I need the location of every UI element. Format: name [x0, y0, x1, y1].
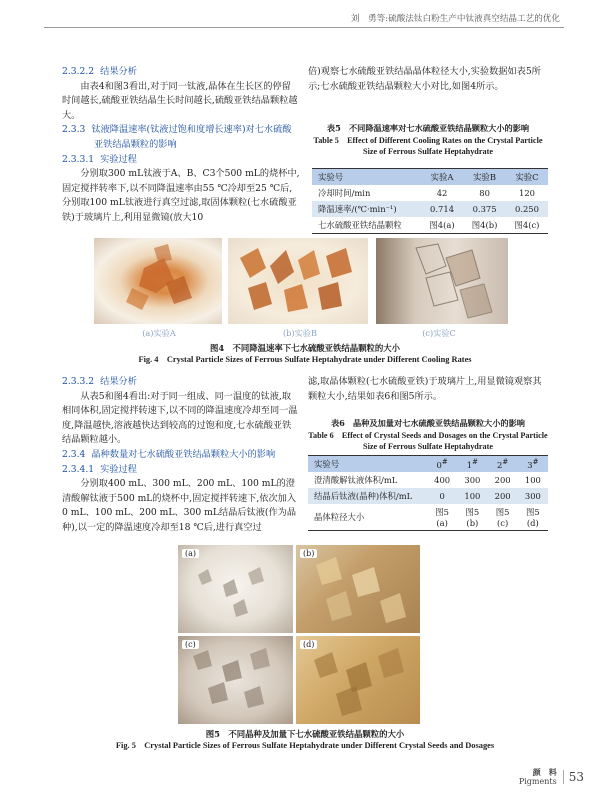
table5 [312, 168, 548, 234]
fig4b-micrograph [228, 238, 368, 324]
table-header-row: 实验号 实验A 实验B 实验C [312, 169, 548, 186]
fig5d-micrograph [296, 636, 420, 724]
section-2341-heading: 2.3.4.1 实验过程 [62, 463, 137, 475]
fig4a-micrograph [94, 238, 222, 324]
journal-name: 颜 料 Pigments [518, 767, 557, 786]
section-2322-heading: 2.3.2.2 结果分析 [62, 66, 137, 77]
paragraph: 滤,取晶体颗粒(七水硫酸亚铁)于玻璃片上,用显微镜观察其颗粒大小,结果如表6和图5所示。 [308, 376, 542, 402]
table-row: 降温速率/(℃·min⁻¹) 0.714 0.375 0.250 [312, 201, 548, 217]
fig4c-label: (c)实验C [422, 328, 456, 338]
table6-caption: 表6 晶种及加量对七水硫酸亚铁结晶颗粒大小的影响 Table 6 Effect of Crystal Seeds and Dosages on the Crystal Particle Size of Ferrous Sulfate Heptahydrate [308, 418, 548, 451]
table-row: 结晶后钛液(晶种)体积/mL 0 100 200 300 [308, 488, 548, 504]
fig5b-label: (b) [300, 549, 317, 558]
table-header-row: 实验号 0# 1# 2# 3# [308, 456, 548, 473]
fig5-caption: 图5 不同晶种及加量下七水硫酸亚铁结晶颗粒的大小 Fig. 5 Crystal Particle Sizes of Ferrous Sulfate Heptahydrate under Different Crystal Seeds and Dosages [115, 729, 495, 750]
fig4c-micrograph [376, 238, 508, 324]
right-column-top [308, 65, 550, 94]
table-row: 冷却时间/min 42 80 120 [318, 188, 535, 198]
section-2332-heading: 2.3.3.2 结果分析 [62, 376, 137, 387]
crystal-image [296, 636, 420, 724]
paragraph: 由表4和图3看出,对于同一钛液,晶体在生长区的停留时间越长,硫酸亚铁结晶生长时间越长,硫酸亚铁结晶颗粒越大。 [62, 80, 298, 121]
table5-caption: 表5 不同降温速率对七水硫酸亚铁结晶颗粒大小的影响 Table 5 Effect of Different Cooling Rates on the Crystal Particle Size of Ferrous Sulfate Heptahydrate [313, 123, 543, 156]
left-column-bottom [62, 375, 300, 536]
left-column-top [62, 65, 300, 226]
paragraph: 分别取400 mL、300 mL、200 mL、100 mL的澄清酸解钛液于500 mL的烧杯中,固定搅拌转速下,依次加入0 mL、100 mL、200 mL、300 mL结晶后钛液(作为晶种),以一定的降温速度冷却至18 ℃后,进行真空过 [62, 478, 297, 533]
fig5c-micrograph [178, 636, 293, 724]
fig5a-label: (a) [182, 549, 199, 558]
section-233-heading: 2.3.3 钛液降温速率(钛液过饱和度增长速率)对七水硫酸亚铁结晶颗粒的影响 [62, 124, 292, 150]
crystal-image [94, 238, 222, 324]
section-2331-heading: 2.3.3.1 实验过程 [62, 153, 137, 165]
table6 [308, 455, 548, 531]
fig5d-label: (d) [300, 640, 317, 649]
crystal-image [178, 636, 293, 724]
running-title: 刘 勇等:硫酸法钛白粉生产中钛液真空结晶工艺的优化 [350, 14, 560, 24]
header-rule [44, 27, 564, 28]
fig5c-label: (c) [182, 640, 199, 649]
fig4a-label: (a)实验A [142, 328, 176, 338]
table-row: 七水硫酸亚铁结晶颗粒 图4(a) 图4(b) 图4(c) [312, 217, 548, 234]
fig5a-micrograph [178, 545, 293, 633]
page-footer [519, 768, 584, 786]
fig4b-label: (b)实验B [282, 328, 318, 338]
fig5b-micrograph [296, 545, 420, 633]
table-row: 晶体粒径大小 图5 (a) 图5 (b) 图5 (c) 图5 (d) [308, 504, 548, 531]
section-234-heading: 2.3.4 晶种数量对七水硫酸亚铁结晶颗粒大小的影响 [62, 448, 276, 460]
page-number: 53 [563, 770, 584, 784]
paragraph: 从表5和图4看出:对于同一组成、同一温度的钛液,取相同体积,固定搅拌转速下,以不同的降温速度冷却至同一温度,降温越快,溶液越快达到较高的过饱和度,七水硫酸亚铁结晶颗粒越小。 [62, 390, 298, 446]
crystal-image [376, 238, 508, 324]
paragraph: 分别取300 mL钛液于A、B、C3个500 mL的烧杯中,固定搅拌转率下,以不同降温速率由55 ℃冷却至25 ℃后,分别取100 mL钛液进行真空过滤,取固体颗粒(七水硫酸亚铁)于玻璃片上,利用显微镜(放大10 [62, 168, 300, 223]
fig4-caption: 图4 不同降温速率下七水硫酸亚铁结晶颗粒的大小 Fig. 4 Crystal Particle Sizes of Ferrous Sulfate Heptahydrate under Different Cooling Rates [138, 343, 472, 364]
right-column-bottom [308, 375, 550, 404]
crystal-image [178, 545, 293, 633]
crystal-image [296, 545, 420, 633]
crystal-image [228, 238, 368, 324]
table-row: 澄清酸解钛液体积/mL 400 300 200 100 [314, 475, 541, 485]
paragraph: 倍)观察七水硫酸亚铁结晶晶体粒径大小,实验数据如表5所示;七水硫酸亚铁结晶颗粒大小对比,如图4所示。 [308, 66, 541, 92]
